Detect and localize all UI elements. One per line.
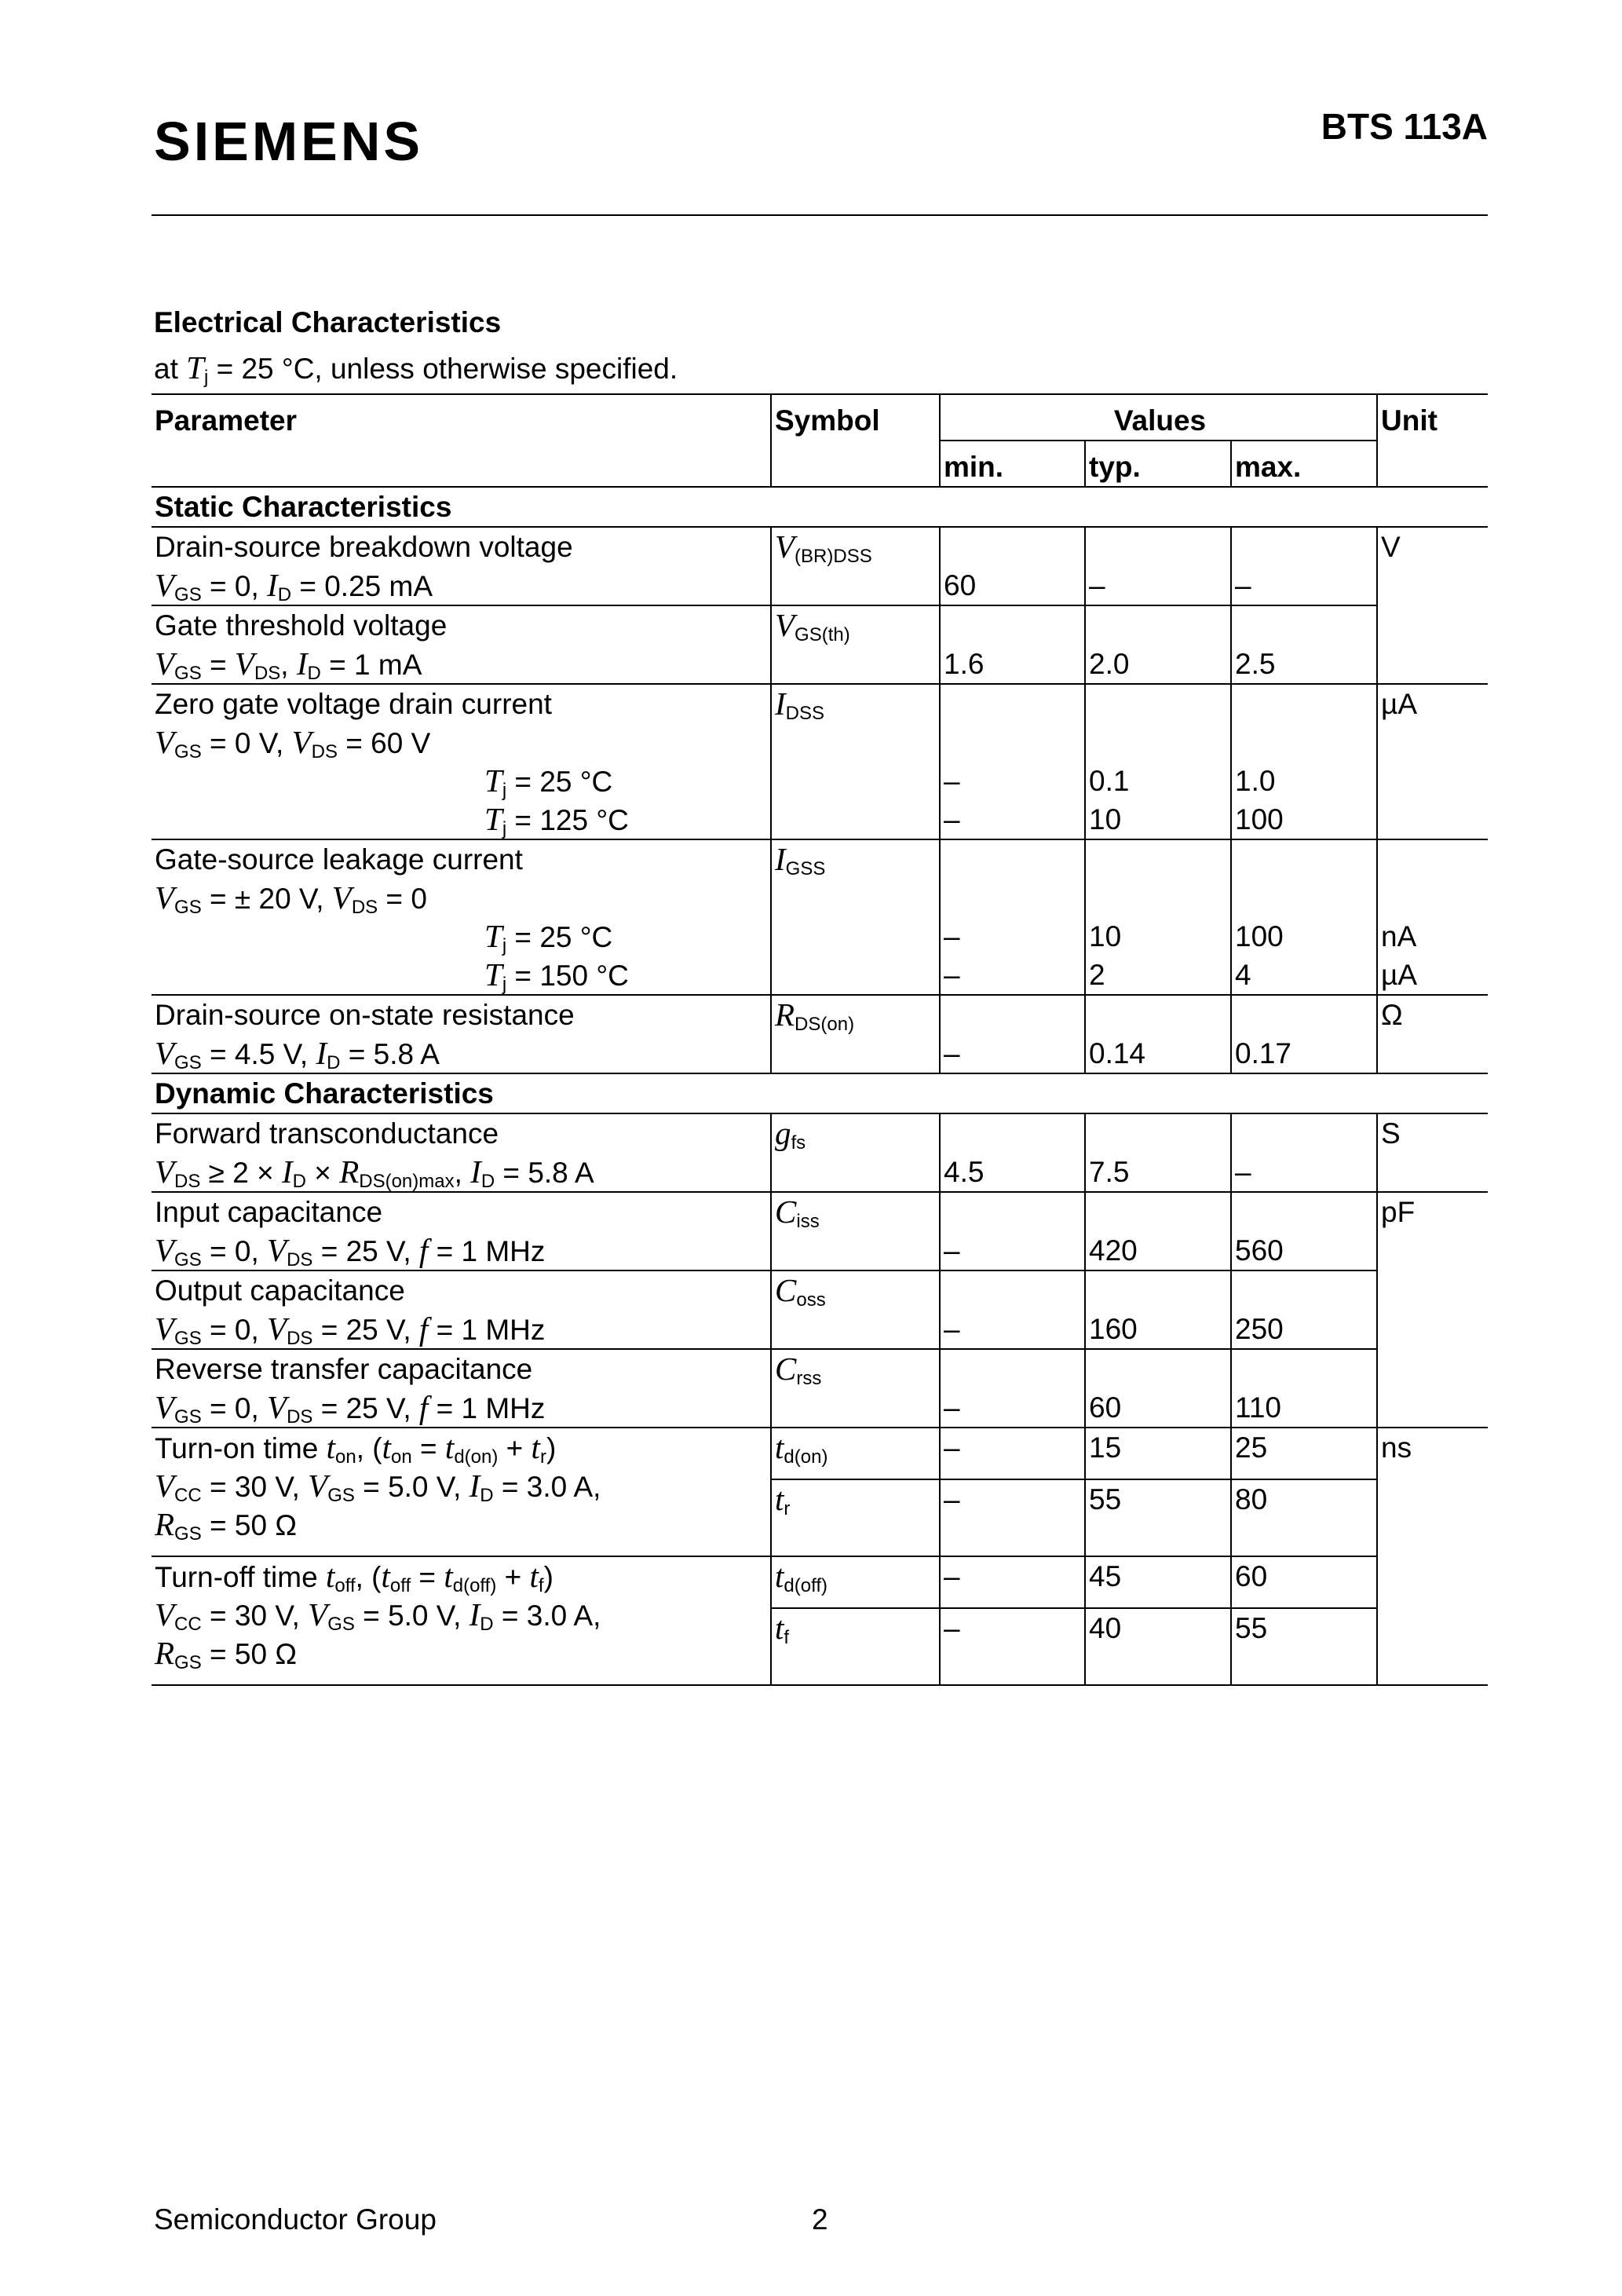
section-subtitle: at $T_j = 25$ °C, unless otherwise specified. — [154, 349, 678, 388]
symbol-cell: $t_f$ — [771, 1608, 940, 1685]
header-typ: typ. — [1085, 441, 1231, 487]
param-condition: $R_{GS} = 50$ Ω — [155, 1506, 297, 1545]
param-cell — [152, 1428, 771, 1556]
group-static-title: Static Characteristics — [152, 487, 1488, 527]
param-subcondition: $T_j = 150$ °C — [484, 956, 629, 995]
table-row — [152, 684, 1488, 839]
part-number: BTS 113A — [1321, 106, 1488, 147]
typ-cell: 15 — [1085, 1428, 1231, 1479]
symbol-cell: $C_{rss}$ — [771, 1349, 940, 1428]
min-cell: – — [940, 995, 1085, 1073]
param-name: Reverse transfer capacitance — [155, 1353, 533, 1385]
typ-cell: – — [1085, 527, 1231, 605]
typ-cell: 2.0 — [1085, 605, 1231, 684]
param-name: Gate-source leakage current — [155, 843, 523, 876]
header-unit: Unit — [1377, 394, 1488, 487]
param-subcondition: $T_j = 25$ °C — [484, 918, 613, 956]
param-name: Drain-source on-state resistance — [155, 999, 575, 1031]
param-cell — [152, 1113, 771, 1192]
param-name: Input capacitance — [155, 1196, 383, 1228]
min-cell: – — [940, 1608, 1085, 1685]
param-condition: $V_{GS} = 0$, $V_{DS} = 25$ V, f = 1 MHz — [155, 1232, 546, 1270]
param-name: Zero gate voltage drain current — [155, 688, 552, 720]
param-cell — [152, 1192, 771, 1270]
param-condition: $V_{CC} = 30$ V, $V_{GS} = 5.0$ V, $I_D = 3.0$ A, — [155, 1596, 601, 1635]
param-condition: $V_{GS} = 0$ V, $V_{DS} = 60$ V — [155, 724, 431, 762]
group-row-dynamic — [152, 1073, 1488, 1113]
table-row — [152, 1428, 1488, 1479]
unit-cell: S — [1377, 1113, 1488, 1192]
table-row — [152, 605, 1488, 684]
unit-cell: ns — [1377, 1428, 1488, 1685]
header-max: max. — [1231, 441, 1377, 487]
param-cell — [152, 1270, 771, 1349]
param-name: Forward transconductance — [155, 1117, 499, 1150]
characteristics-table — [152, 393, 1488, 1686]
param-name: Turn-on time $t_{on}$, $(t_{on} = t_{d(on)} + t_r)$ — [155, 1429, 557, 1468]
max-cell: 80 — [1231, 1479, 1377, 1556]
unit-cell: V — [1377, 527, 1488, 684]
param-cell — [152, 839, 771, 995]
param-condition: $V_{GS} = 0$, $V_{DS} = 25$ V, f = 1 MHz — [155, 1389, 546, 1428]
symbol-cell: $t_{d(off)}$ — [771, 1556, 940, 1608]
param-subcondition: $T_j = 125$ °C — [484, 801, 629, 839]
group-row-static — [152, 487, 1488, 527]
symbol-cell: $V_{GS(th)}$ — [771, 605, 940, 684]
min-cell: – — [940, 1556, 1085, 1608]
table-row — [152, 1270, 1488, 1349]
unit-cell: pF — [1377, 1192, 1488, 1428]
header-rule — [152, 214, 1488, 216]
param-cell — [152, 684, 771, 839]
typ-cell: 40 — [1085, 1608, 1231, 1685]
min-cell: – — [940, 1428, 1085, 1479]
param-name: Output capacitance — [155, 1274, 405, 1307]
min-cell: 4.5 — [940, 1113, 1085, 1192]
param-condition: $R_{GS} = 50$ Ω — [155, 1635, 297, 1673]
param-name: Turn-off time $t_{off}$, $(t_{off} = t_{d(off)} + t_f)$ — [155, 1558, 553, 1596]
header-parameter: Parameter — [152, 394, 771, 487]
param-cell — [152, 527, 771, 605]
min-cell: 60 — [940, 527, 1085, 605]
min-cell: – – — [940, 839, 1085, 995]
min-cell: – — [940, 1270, 1085, 1349]
max-cell: 250 — [1231, 1270, 1377, 1349]
symbol-cell: $I_{DSS}$ — [771, 684, 940, 839]
max-cell: 60 — [1231, 1556, 1377, 1608]
unit-cell: µA — [1377, 684, 1488, 839]
max-cell: 110 — [1231, 1349, 1377, 1428]
symbol-cell: $g_{fs}$ — [771, 1113, 940, 1192]
table-row — [152, 1192, 1488, 1270]
param-name: Gate threshold voltage — [155, 609, 448, 642]
header-min: min. — [940, 441, 1085, 487]
typ-cell: 60 — [1085, 1349, 1231, 1428]
brand-logo: SIEMENS — [154, 111, 424, 172]
typ-cell: 55 — [1085, 1479, 1231, 1556]
param-condition: $V_{GS} = 0$, $I_D = 0.25$ mA — [155, 567, 433, 605]
max-cell: 25 — [1231, 1428, 1377, 1479]
table-row — [152, 1349, 1488, 1428]
table-header-row — [152, 394, 1488, 441]
table-row — [152, 1113, 1488, 1192]
typ-cell: 160 — [1085, 1270, 1231, 1349]
symbol-cell: $R_{DS(on)}$ — [771, 995, 940, 1073]
max-cell: 560 — [1231, 1192, 1377, 1270]
symbol-cell: $C_{oss}$ — [771, 1270, 940, 1349]
max-cell: – — [1231, 1113, 1377, 1192]
min-cell: 1.6 — [940, 605, 1085, 684]
page-number: 2 — [812, 2203, 828, 2236]
footer-group: Semiconductor Group — [154, 2203, 437, 2236]
header-values: Values — [940, 394, 1377, 441]
table-row — [152, 995, 1488, 1073]
header-symbol: Symbol — [771, 394, 940, 487]
table-row — [152, 1556, 1488, 1608]
param-cell — [152, 605, 771, 684]
param-subcondition: $T_j = 25$ °C — [484, 762, 613, 801]
table-row — [152, 527, 1488, 605]
max-cell: 100 4 — [1231, 839, 1377, 995]
symbol-cell: $t_{d(on)}$ — [771, 1428, 940, 1479]
min-cell: – — [940, 1349, 1085, 1428]
min-cell: – — [940, 1479, 1085, 1556]
typ-cell: 420 — [1085, 1192, 1231, 1270]
max-cell: – — [1231, 527, 1377, 605]
symbol-cell: $t_r$ — [771, 1479, 940, 1556]
section-title: Electrical Characteristics — [154, 306, 502, 338]
param-condition: $V_{CC} = 30$ V, $V_{GS} = 5.0$ V, $I_D = 3.0$ A, — [155, 1468, 601, 1506]
typ-cell: 0.14 — [1085, 995, 1231, 1073]
max-cell: 0.17 — [1231, 995, 1377, 1073]
max-cell: 2.5 — [1231, 605, 1377, 684]
symbol-cell: $I_{GSS}$ — [771, 839, 940, 995]
typ-cell: 45 — [1085, 1556, 1231, 1608]
unit-cell: Ω — [1377, 995, 1488, 1073]
max-cell: 55 — [1231, 1608, 1377, 1685]
group-dynamic-title: Dynamic Characteristics — [152, 1073, 1488, 1113]
symbol-cell: $C_{iss}$ — [771, 1192, 940, 1270]
max-cell: 1.0 100 — [1231, 684, 1377, 839]
param-condition: $V_{GS} = 4.5$ V, $I_D = 5.8$ A — [155, 1035, 440, 1073]
typ-cell: 10 2 — [1085, 839, 1231, 995]
param-name: Drain-source breakdown voltage — [155, 531, 573, 563]
symbol-cell: $V_{(BR)DSS}$ — [771, 527, 940, 605]
param-cell — [152, 995, 771, 1073]
param-condition: $V_{GS}$ = ± 20 V, $V_{DS} = 0$ — [155, 879, 427, 918]
unit-cell: nA µA — [1377, 839, 1488, 995]
param-condition: $V_{GS} = V_{DS}$, $I_D = 1$ mA — [155, 645, 422, 684]
param-cell — [152, 1556, 771, 1685]
typ-cell: 7.5 — [1085, 1113, 1231, 1192]
param-condition: $V_{GS} = 0$, $V_{DS} = 25$ V, f = 1 MHz — [155, 1311, 546, 1349]
param-condition: $V_{DS} \ge 2 \times I_D \times R_{DS(on)max}$, $I_D = 5.8$ A — [155, 1153, 594, 1192]
table-row — [152, 839, 1488, 995]
min-cell: – — [940, 1192, 1085, 1270]
min-cell: – – — [940, 684, 1085, 839]
param-cell — [152, 1349, 771, 1428]
typ-cell: 0.1 10 — [1085, 684, 1231, 839]
